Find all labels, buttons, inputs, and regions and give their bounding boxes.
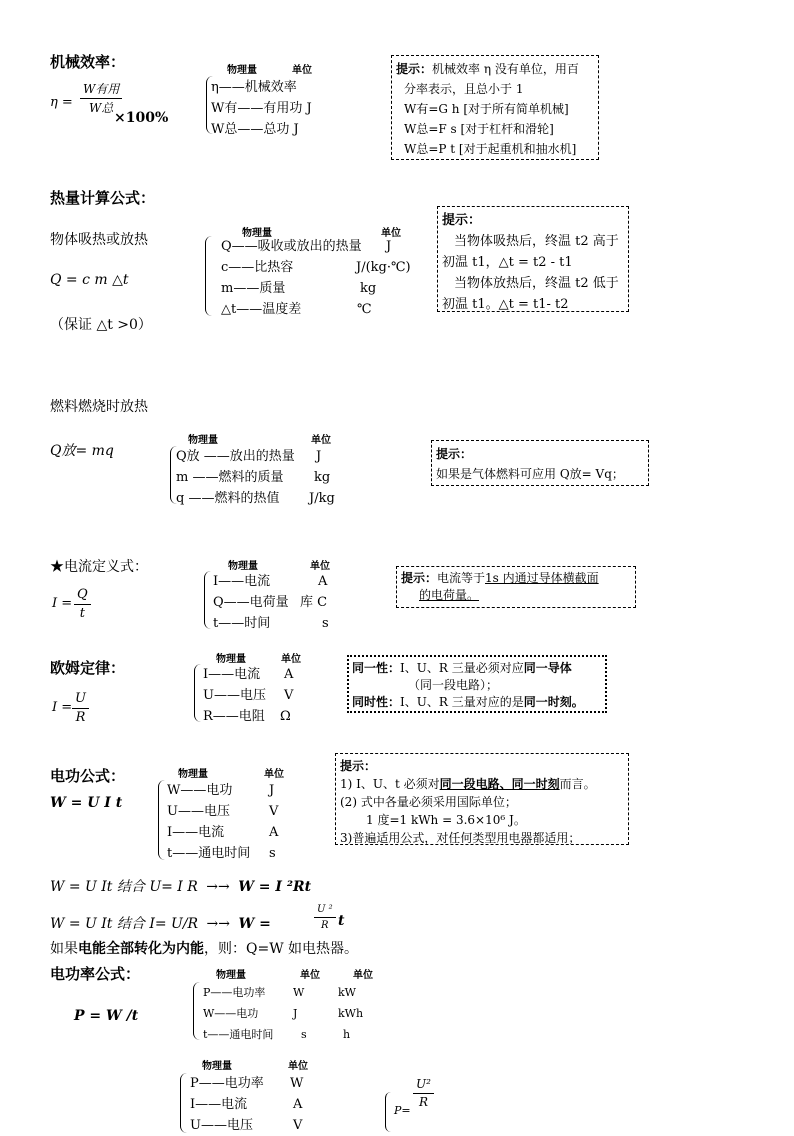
list-item: Q——电荷量 库 C	[213, 595, 328, 610]
brace	[204, 571, 211, 629]
tip-text: 1 度=1 kWh = 3.6×10⁶ J。	[366, 813, 526, 827]
list-item: t——通电时间 s h	[203, 1028, 351, 1041]
header-unit: 单位	[264, 769, 284, 780]
heat-formula: Q = c m △t	[50, 272, 129, 288]
electric-work-formula: W = U I t	[50, 795, 123, 811]
efficiency-formula-tail: ×100%	[114, 110, 169, 126]
tip-text: 初温 t1，△t = t2 - t1	[442, 255, 573, 270]
tip-text: 而言。	[559, 777, 596, 791]
tip-text: 初温 t1。△t = t1- t2	[442, 297, 569, 312]
list-item: t——通电时间 s	[167, 846, 276, 861]
tip-text: 1s 内通过导体横截面	[485, 571, 599, 585]
tip-text: (2) 式中各量必须采用国际单位；	[340, 795, 517, 809]
fraction-denominator: R	[321, 920, 329, 931]
tip-text: 1) I、U、t 必须对	[340, 777, 440, 791]
header-unit: 单位	[292, 65, 312, 76]
fraction-denominator: R	[75, 710, 86, 725]
list-item: I——电流 A	[190, 1097, 303, 1112]
section-title-mechanical-efficiency: 机械效率：	[50, 53, 126, 71]
current-fraction	[74, 586, 91, 623]
current-variable-list	[213, 571, 329, 634]
header-unit: 单位	[281, 654, 301, 665]
heat-variable-list	[221, 236, 411, 320]
energy-note: 如果电能全部转化为内能，则：Q=W 如电热器。	[50, 941, 359, 957]
list-item: I——电流 A	[167, 825, 279, 840]
tip-text: 3)普遍适用公式，对任何类型用电器都适用；	[340, 831, 581, 845]
power-formula-lhs: P=	[394, 1104, 411, 1117]
brace	[194, 664, 201, 722]
derivation-2-fraction	[314, 902, 336, 933]
list-item: I——电流 A	[213, 574, 328, 589]
list-item: t——时间 s	[213, 616, 329, 631]
list-item: W——电功 J	[167, 783, 275, 798]
fraction-denominator: R	[418, 1095, 428, 1109]
tip-text: 同一导体	[523, 661, 572, 675]
tip-label: 提示：	[436, 447, 473, 461]
list-item: W有——有用功 J	[211, 101, 312, 116]
tip-text: 同一段电路、同一时刻	[439, 777, 560, 791]
list-item: U——电压 V	[203, 688, 294, 703]
heat-subtitle: 物体吸热或放热	[50, 232, 148, 248]
list-item: U——电压 V	[190, 1118, 303, 1133]
tip-label: 提示：	[401, 571, 438, 585]
list-item: Q放 ——放出的热量 J	[176, 449, 322, 464]
header-unit: 单位	[300, 970, 320, 981]
tip-text: （同一段电路）；	[408, 678, 499, 692]
header-unit: 单位	[310, 561, 330, 572]
list-item: I——电流 A	[203, 667, 294, 682]
header-unit: 单位	[288, 1061, 308, 1072]
header-quantity: 物理量	[178, 769, 208, 780]
tip-label: 提示：	[340, 759, 377, 773]
electric-power-variable-list	[203, 982, 363, 1045]
tip-text: 当物体放热后，终温 t2 低于	[454, 276, 619, 291]
list-item: P——电功率 W	[190, 1076, 304, 1091]
tip-box-heat	[437, 206, 629, 312]
list-item: W总——总功 J	[211, 122, 299, 137]
header-unit: 单位	[381, 228, 401, 239]
tip-text: 同一时刻。	[523, 695, 584, 709]
tip-text: W有=G h [对于所有简单机械]	[404, 102, 569, 116]
list-item: m ——燃料的质量 kg	[176, 470, 331, 485]
tip-text: 机械效率 η 没有单位，用百	[432, 62, 579, 76]
tip-text: 的电荷量。	[419, 588, 480, 602]
section-title-fuel: 燃料燃烧时放热	[50, 399, 148, 415]
header-quantity: 物理量	[228, 561, 258, 572]
tip-box-efficiency	[391, 55, 599, 160]
tip-box-ohm	[347, 655, 607, 713]
current-formula-lhs: I =	[52, 596, 73, 611]
list-item: η——机械效率	[211, 80, 297, 95]
tip-label: 同时性：	[352, 695, 401, 709]
list-item: Q——吸收或放出的热量 J	[221, 239, 392, 254]
fraction-denominator: W总	[89, 101, 114, 115]
fraction-numerator: U ²	[314, 902, 336, 918]
header-quantity: 物理量	[216, 654, 246, 665]
list-item: W——电功 J kWh	[203, 1007, 364, 1020]
fuel-formula: Q放= mq	[50, 443, 114, 459]
header-unit: 单位	[311, 435, 331, 446]
header-quantity: 物理量	[242, 228, 272, 239]
fuel-variable-list	[176, 446, 335, 509]
efficiency-formula-lhs: η =	[50, 95, 73, 110]
tip-text: I、U、R 三量对应的是	[400, 695, 524, 709]
list-item: △t——温度差 ℃	[221, 302, 372, 317]
electric-power-formula: P = W /t	[74, 1008, 139, 1024]
list-item: P——电功率 W kW	[203, 986, 356, 999]
tip-text: W总=P t [对于起重机和抽水机]	[404, 142, 577, 156]
tip-label: 提示：	[442, 213, 482, 228]
brace	[385, 1092, 391, 1132]
header-unit: 单位	[353, 970, 373, 981]
section-title-ohm: 欧姆定律：	[50, 659, 126, 677]
ohm-variable-list	[203, 664, 293, 727]
header-quantity: 物理量	[188, 435, 218, 446]
section-title-electric-power: 电功率公式：	[50, 965, 141, 983]
section-title-electric-work: 电功公式：	[50, 767, 126, 785]
heat-condition: （保证 △t >0）	[50, 317, 152, 333]
tip-text: I、U、R 三量必须对应	[400, 661, 524, 675]
tip-text: 如果是气体燃料可应用 Q放= Vq；	[436, 467, 624, 481]
tip-box-fuel	[431, 440, 649, 486]
derivation-2: W = U It 结合 I= U/R →→ W =	[50, 916, 271, 932]
tip-text: W总=F s [对于杠杆和滑轮]	[404, 122, 554, 136]
list-item: m——质量 kg	[221, 281, 377, 296]
tip-text: 分率表示，且总小于 1	[404, 82, 524, 96]
fraction-numerator: W有用	[80, 80, 122, 99]
brace	[158, 780, 165, 860]
brace	[205, 236, 212, 316]
ohm-formula-lhs: I =	[52, 700, 73, 715]
fraction-denominator: t	[79, 606, 85, 621]
list-item: U——电压 V	[167, 804, 279, 819]
derivation-1: W = U It 结合 U= I R →→ W = I ²Rt	[50, 879, 312, 895]
tip-label: 提示：	[396, 62, 433, 76]
section-title-current: ★电流定义式：	[50, 559, 148, 575]
efficiency-variable-list	[211, 77, 312, 140]
tip-box-electric-work	[335, 753, 629, 845]
electric-work-variable-list	[167, 780, 278, 864]
list-item: q ——燃料的热值 J/kg	[176, 491, 335, 506]
list-item: c——比热容 J/(kg·℃)	[221, 260, 411, 275]
fraction-numerator: U²	[413, 1076, 434, 1094]
fraction-numerator: Q	[74, 586, 91, 605]
tip-box-current	[396, 566, 636, 608]
header-quantity: 物理量	[202, 1061, 232, 1072]
section-title-heat: 热量计算公式：	[50, 189, 156, 207]
fraction-numerator: U	[72, 690, 89, 709]
electric-power-variable-list-2	[190, 1073, 303, 1136]
ohm-fraction	[72, 690, 89, 727]
list-item: R——电阻 Ω	[203, 709, 291, 724]
brace	[193, 982, 200, 1040]
derivation-2-t: t	[338, 913, 345, 929]
power-fraction	[413, 1076, 434, 1111]
header-quantity: 物理量	[227, 65, 257, 76]
tip-text: 当物体吸热后，终温 t2 高于	[454, 234, 619, 249]
tip-label: 同一性：	[352, 661, 401, 675]
brace	[180, 1073, 187, 1133]
tip-text: 电流等于	[437, 571, 486, 585]
header-quantity: 物理量	[216, 970, 246, 981]
